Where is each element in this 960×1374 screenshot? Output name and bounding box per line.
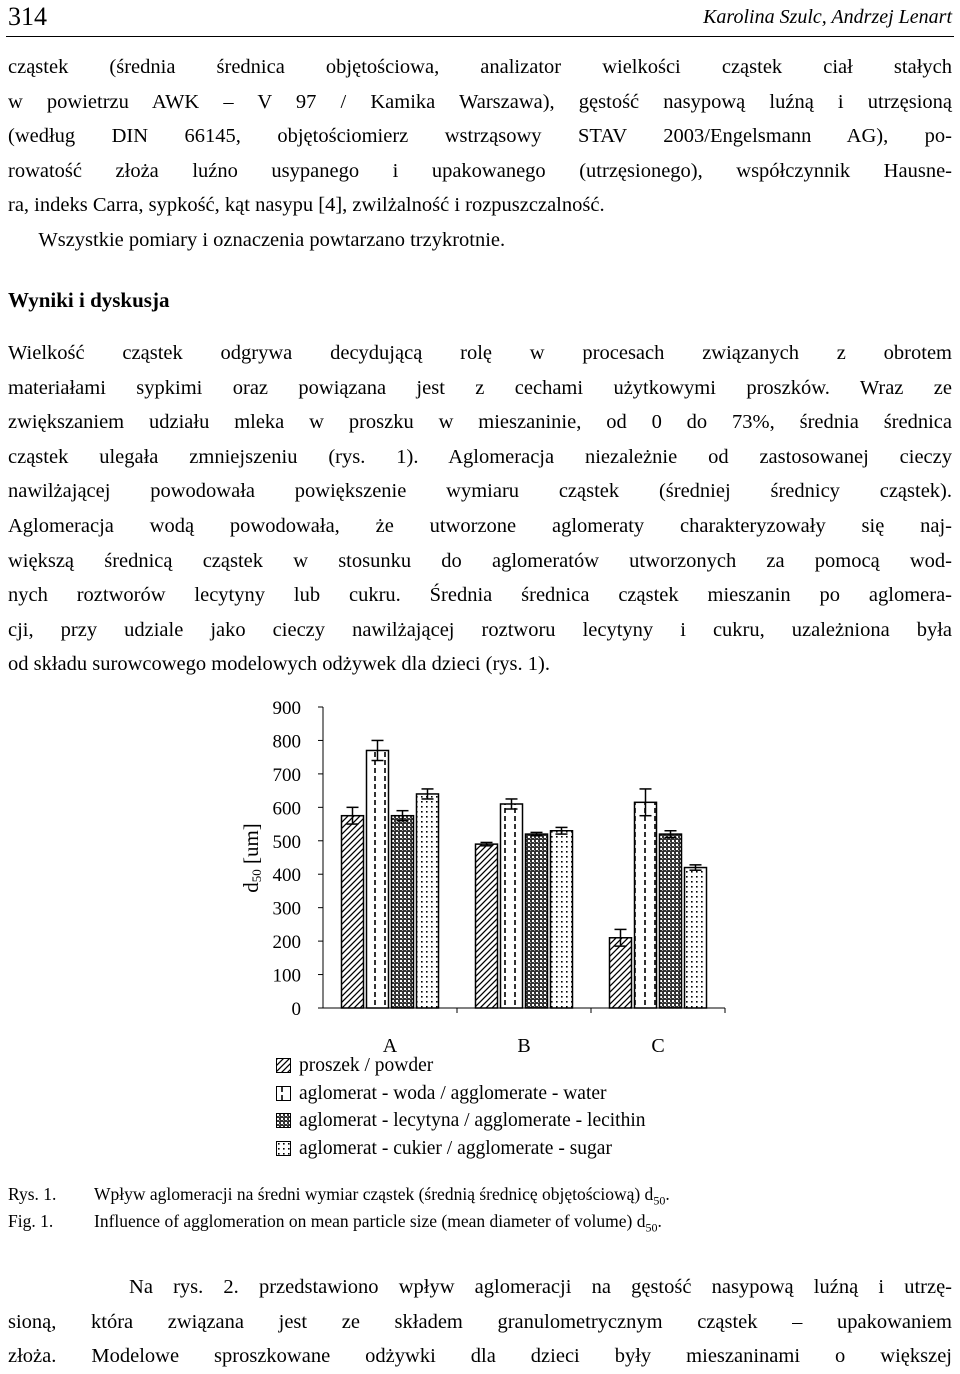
caption-end: . (657, 1211, 662, 1231)
y-tick-label: 0 (291, 999, 301, 1020)
legend-item (276, 1080, 646, 1108)
text-line: od składu surowcowego modelowych odżywek dla dzieci (rys. 1). (8, 653, 550, 676)
legend-label: proszek / powder (299, 1055, 434, 1076)
text-line: sioną, która związana jest ze składem granulometrycznym cząstek – upakowaniem (8, 1310, 952, 1333)
text-line: Wszystkie pomiary i oznaczenia powtarzano trzykrotnie. (8, 228, 506, 251)
x-tick-label: C (651, 1035, 665, 1052)
bar-chart (0, 690, 960, 1052)
figure-caption-pl (8, 1184, 670, 1209)
caption-subscript: 50 (645, 1220, 658, 1235)
text-line: zwiększaniem udziału mleka w proszku w mieszaninie, od 0 do 73%, średnia średnica (8, 411, 952, 434)
paragraph-next (8, 1270, 952, 1374)
caption-text: Wpływ aglomeracji na średni wymiar cząstek (średnią średnicę objętościową) d (94, 1184, 654, 1204)
caption-text: Influence of agglomeration on mean particle size (mean diameter of volume) d (94, 1211, 646, 1231)
y-axis-label-subscript: 50 (249, 869, 264, 883)
legend-label: aglomerat - lecytyna / agglomerate - lecithin (299, 1110, 646, 1131)
paragraph-methods (8, 50, 952, 258)
page-number: 314 (8, 2, 47, 31)
text-line: cząstek (średnia średnica objętościowa, analizator wielkości cząstek ciał stałych (8, 56, 952, 78)
chart-legend (276, 1052, 646, 1162)
bar (526, 834, 548, 1008)
text-line: Aglomeracja wodą powodowała, że utworzone aglomeraty charakteryzowały się naj- (8, 514, 952, 537)
text-line: cząstek ulegała zmniejszeniu (rys. 1). Aglomeracja niezależnie od zastosowanej cieczy (8, 445, 952, 468)
legend-swatch-sugar (276, 1141, 291, 1156)
caption-subscript: 50 (653, 1193, 666, 1208)
bar (417, 794, 439, 1008)
text-line: ra, indeks Carra, sypkość, kąt nasypu [4], zwilżalność i rozpuszczalność. (8, 194, 605, 217)
bar (685, 868, 707, 1008)
caption-end: . (665, 1184, 670, 1204)
y-axis-label (239, 823, 264, 893)
text-line: Wielkość cząstek odgrywa decydującą rolę w procesach związanych z obrotem (8, 342, 952, 364)
text-line: w powietrzu AWK – V 97 / Kamika Warszawa), gęstość nasypową luźną i utrzęsioną (8, 90, 952, 113)
text-line: materiałami sypkimi oraz powiązana jest z cechami użytkowymi proszków. Wraz ze (8, 376, 952, 399)
legend-swatch-water (276, 1086, 291, 1101)
y-tick-label: 700 (272, 764, 301, 786)
x-tick-label: B (517, 1035, 531, 1052)
bar (501, 804, 523, 1008)
text-line: nawilżającej powodowała powiększenie wymiaru cząstek (średniej średnicy cząstek). (8, 480, 952, 503)
caption-label: Fig. 1. (8, 1211, 54, 1231)
paragraph-results (8, 336, 952, 682)
bar (551, 831, 573, 1008)
legend-label: aglomerat - woda / agglomerate - water (299, 1082, 607, 1104)
y-tick-label: 300 (272, 898, 301, 920)
text-line: (według DIN 66145, objętościomierz wstrząsowy STAV 2003/Engelsmann AG), po- (8, 125, 952, 148)
y-tick-label: 100 (272, 965, 301, 987)
bar (635, 802, 657, 1008)
legend-swatch-powder (276, 1058, 291, 1073)
bar (367, 750, 389, 1008)
page-header (0, 0, 960, 36)
legend-item (276, 1107, 646, 1135)
y-tick-label: 500 (272, 831, 301, 853)
legend-item (276, 1135, 646, 1163)
running-head-authors: Karolina Szulc, Andrzej Lenart (703, 6, 952, 28)
header-rule (6, 36, 954, 37)
legend-label: aglomerat - cukier / agglomerate - sugar (299, 1137, 612, 1159)
x-tick-label: A (382, 1035, 398, 1052)
y-tick-label: 600 (272, 798, 301, 820)
y-tick-label: 400 (272, 865, 301, 887)
bar (660, 834, 682, 1008)
y-axis-label-main: d (239, 882, 263, 893)
text-line: nych roztworów lecytyny lub cukru. Średnia średnica cząstek mieszanin po aglomera- (8, 584, 952, 607)
bar (342, 816, 364, 1008)
bar (476, 844, 498, 1008)
text-line: Na rys. 2. przedstawiono wpływ aglomeracji na gęstość nasypową luźną i utrzę- (8, 1276, 952, 1298)
bar (610, 938, 632, 1008)
text-line: rowatość złoża luźno usypanego i upakowanego (utrzęsionego), współczynnik Hausne- (8, 159, 952, 182)
section-heading: Wyniki i dyskusja (8, 288, 170, 312)
figure-caption-en (8, 1211, 662, 1236)
legend-swatch-lecithin (276, 1113, 291, 1128)
caption-label: Rys. 1. (8, 1184, 57, 1204)
bar (392, 816, 414, 1008)
y-tick-label: 900 (272, 698, 301, 719)
y-axis-label-unit: [um] (239, 823, 263, 870)
text-line: złoża. Modelowe sproszkowane odżywki dla dzieci były mieszaninami o większej (8, 1345, 952, 1368)
text-line: większą średnicą cząstek w stosunku do aglomeratów utworzonych za pomocą wod- (8, 549, 952, 572)
legend-item (276, 1052, 646, 1080)
text-line: cji, przy udziale jako cieczy nawilżającej roztworu lecytyny i cukru, uzależniona była (8, 618, 952, 641)
y-tick-label: 200 (272, 932, 301, 954)
y-tick-label: 800 (272, 731, 301, 753)
